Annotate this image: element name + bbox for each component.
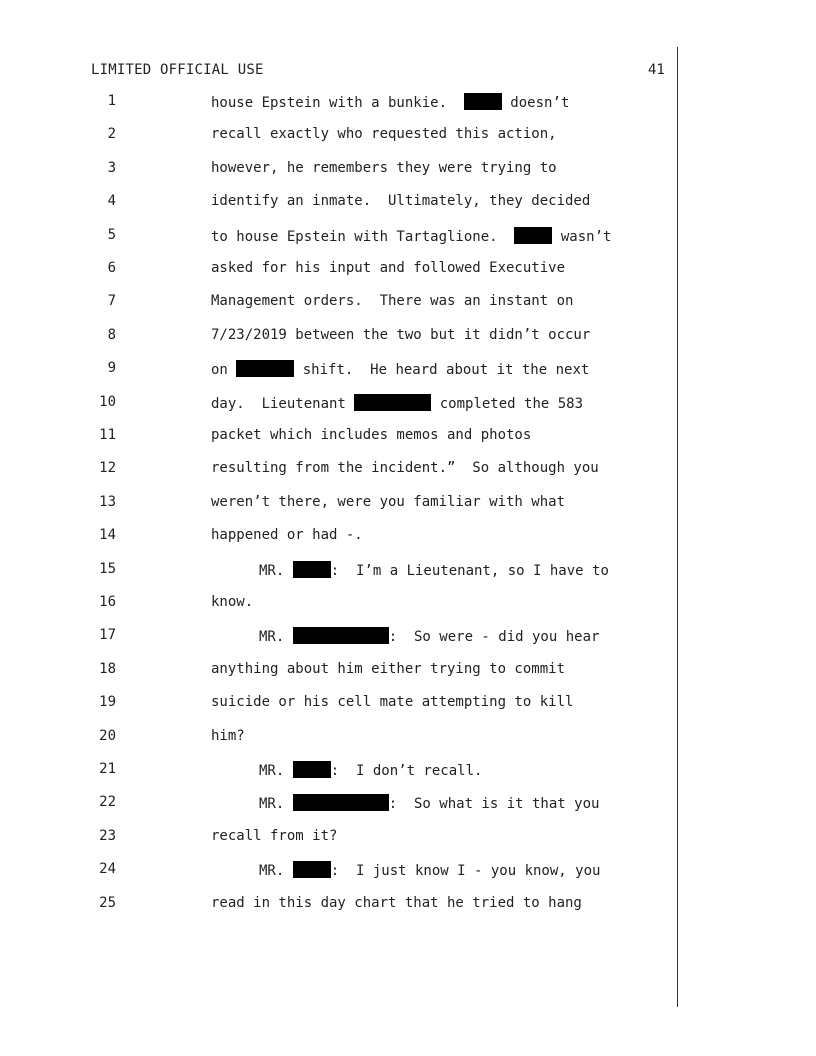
line-text (211, 126, 557, 142)
line-text (259, 561, 609, 579)
text-segment: MR. (259, 763, 293, 779)
line-number: 7 (107, 293, 116, 310)
text-segment: to house Epstein with Tartaglione. (211, 228, 515, 245)
text-segment: suicide or his cell mate attempting to kill (211, 694, 574, 711)
text-segment: day. Lieutenant (211, 395, 355, 412)
transcript-line (0, 527, 676, 547)
page-number: 41 (648, 62, 665, 78)
line-number: 25 (99, 894, 116, 911)
right-margin-rule (677, 47, 678, 1007)
line-number: 8 (107, 326, 116, 343)
text-segment: : So what is it that you (388, 796, 600, 813)
line-text (259, 861, 600, 879)
line-text (211, 694, 573, 710)
line-number: 20 (99, 727, 116, 744)
text-segment: him? (211, 727, 245, 744)
text-segment: however, he remembers they were trying to (211, 159, 557, 176)
line-text (259, 627, 599, 645)
line-number: 1 (107, 93, 116, 109)
text-segment: MR. (259, 562, 293, 579)
text-segment: : I’m a Lieutenant, so I have to (330, 562, 609, 579)
line-number: 16 (99, 594, 116, 610)
line-text (211, 394, 583, 412)
redaction-box (293, 794, 389, 811)
line-text (211, 427, 531, 443)
text-segment: shift. He heard about it the next (294, 362, 590, 379)
text-segment: : I don’t recall. (330, 763, 483, 779)
text-segment: : I just know I - you know, you (330, 863, 601, 880)
text-segment: doesn’t (501, 95, 570, 111)
transcript-line (0, 394, 676, 414)
line-number: 4 (107, 193, 116, 210)
transcript-line (0, 661, 676, 681)
transcript-line (0, 126, 676, 146)
line-text (259, 761, 482, 779)
line-number: 9 (107, 360, 116, 377)
transcript-line (0, 627, 676, 647)
text-segment: completed the 583 (431, 395, 584, 412)
transcript-line (0, 360, 676, 380)
line-number: 2 (107, 126, 116, 143)
line-number: 18 (99, 660, 116, 677)
line-text (211, 193, 590, 209)
line-text (211, 661, 565, 677)
text-segment: : So were - did you hear (388, 629, 600, 646)
transcript-line (0, 260, 676, 280)
text-segment: recall from it? (211, 827, 338, 844)
line-number: 3 (107, 159, 116, 176)
line-number: 6 (107, 260, 116, 276)
line-number: 10 (99, 393, 116, 410)
text-segment: recall exactly who requested this action, (211, 126, 557, 143)
text-segment: anything about him either trying to commit (211, 660, 566, 677)
redaction-box (293, 761, 331, 778)
transcript-line (0, 794, 676, 814)
text-segment: Management orders. There was an instant on (211, 293, 574, 310)
line-text (211, 728, 245, 744)
line-text (211, 260, 565, 276)
line-number: 11 (99, 427, 116, 443)
text-segment: MR. (259, 629, 293, 646)
line-text (211, 227, 611, 245)
transcript-line (0, 293, 676, 313)
line-text (211, 494, 565, 510)
line-text (211, 460, 599, 476)
transcript-line (0, 895, 676, 915)
line-number: 17 (99, 627, 116, 644)
transcript-line (0, 828, 676, 848)
transcript-line (0, 227, 676, 247)
redaction-box (514, 227, 552, 244)
text-segment: house Epstein with a bunkie. (211, 95, 464, 111)
line-text (211, 360, 589, 378)
transcript-line (0, 761, 676, 781)
text-segment: asked for his input and followed Executive (211, 260, 566, 276)
line-number: 12 (99, 460, 116, 477)
text-segment: know. (211, 594, 254, 610)
redaction-box (293, 561, 331, 578)
line-text (211, 895, 582, 911)
text-segment: resulting from the incident.” So although you (211, 460, 599, 477)
line-text (211, 594, 253, 610)
line-number: 13 (99, 493, 116, 510)
text-segment: wasn’t (552, 228, 612, 245)
transcript-line (0, 427, 676, 447)
line-number: 19 (99, 694, 116, 711)
transcript-line (0, 594, 676, 614)
line-text (211, 828, 337, 844)
line-number: 21 (99, 761, 116, 777)
text-segment: identify an inmate. Ultimately, they decided (211, 193, 591, 210)
line-text (211, 327, 590, 343)
redaction-box (354, 394, 431, 411)
redaction-box (293, 861, 331, 878)
transcript-line (0, 694, 676, 714)
transcript-line (0, 160, 676, 180)
transcript-line (0, 728, 676, 748)
line-text (211, 293, 573, 309)
line-number: 22 (99, 794, 116, 811)
transcript-line (0, 93, 676, 113)
text-segment: MR. (259, 796, 293, 813)
line-text (259, 794, 599, 812)
text-segment: 7/23/2019 between the two but it didn’t occur (211, 326, 591, 343)
transcript-line (0, 327, 676, 347)
text-segment: packet which includes memos and photos (211, 427, 532, 443)
line-number: 24 (99, 861, 116, 878)
transcript-line (0, 460, 676, 480)
redaction-box (464, 93, 502, 110)
line-text (211, 93, 569, 111)
transcript-line (0, 561, 676, 581)
text-segment: on (211, 362, 237, 379)
page-header-classification: LIMITED OFFICIAL USE (91, 62, 264, 78)
line-number: 23 (99, 827, 116, 844)
line-number: 5 (107, 226, 116, 243)
transcript-line (0, 193, 676, 213)
line-number: 14 (99, 527, 116, 544)
text-segment: happened or had -. (211, 527, 363, 544)
transcript-line (0, 494, 676, 514)
redaction-box (236, 360, 294, 377)
text-segment: read in this day chart that he tried to hang (211, 894, 582, 911)
line-text (211, 160, 557, 176)
line-number: 15 (99, 560, 116, 577)
redaction-box (293, 627, 389, 644)
text-segment: weren’t there, were you familiar with what (211, 493, 566, 510)
text-segment: MR. (259, 863, 293, 880)
transcript-line (0, 861, 676, 881)
line-text (211, 527, 363, 543)
